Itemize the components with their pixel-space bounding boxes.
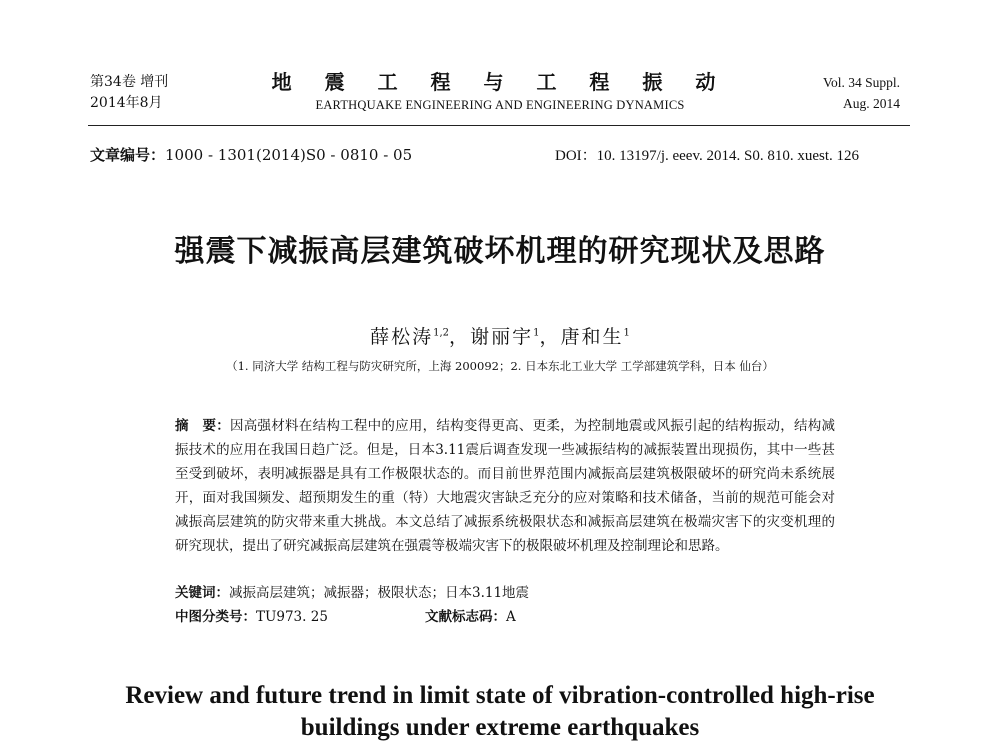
author-separator: ， [449, 326, 471, 348]
clc-value: TU973. 25 [256, 609, 328, 625]
clc-label: 中图分类号： [175, 609, 256, 625]
document-code [425, 605, 516, 629]
paper-title-cn: 强震下减振高层建筑破坏机理的研究现状及思路 [174, 234, 826, 269]
paper-title-en-line1: Review and future trend in limit state of vibration-controlled high-rise [125, 682, 875, 709]
keywords [175, 581, 529, 605]
article-number [90, 144, 412, 165]
journal-volume-en [823, 72, 900, 114]
doccode-label: 文献标志码： [425, 609, 506, 625]
article-number-value: 1000 - 1301(2014)S0 - 0810 - 05 [165, 146, 413, 164]
journal-name-cn: 地 震 工 程 与 工 程 振 动 [271, 70, 729, 94]
paper-title-en [0, 680, 1000, 744]
author-affil-mark: 1,2 [433, 327, 450, 339]
author-name: 谢丽宇 [470, 326, 534, 348]
date-cn: 2014年8月 [90, 95, 163, 111]
journal-name-en: EARTHQUAKE ENGINEERING AND ENGINEERING DYNAMICS [315, 98, 685, 112]
doi: DOI：10. 13197/j. eeev. 2014. S0. 810. xuest. 126 [555, 148, 859, 164]
paper-title-en-line2: buildings under extreme earthquakes [300, 714, 700, 741]
affiliation: （1. 同济大学 结构工程与防灾研究所，上海 200092；2. 日本东北工业大学 工学部建筑学科，日本 仙台） [226, 359, 774, 373]
author-affil-mark: 1 [533, 327, 540, 339]
volume-en: Vol. 34 Suppl. [822, 75, 900, 90]
author-separator: ， [539, 326, 561, 348]
author-name: 薛松涛 [370, 326, 434, 348]
abstract [175, 414, 835, 558]
keywords-label: 关键词： [175, 585, 229, 601]
volume-cn: 第34卷 增刊 [90, 74, 169, 90]
date-en: Aug. 2014 [843, 96, 900, 111]
article-number-label: 文章编号： [90, 146, 166, 164]
authors [0, 322, 1000, 349]
author-name: 唐和生 [560, 326, 624, 348]
author-affil-mark: 1 [623, 327, 630, 339]
keywords-text: 减振高层建筑；减振器；极限状态；日本3.11地震 [229, 585, 530, 601]
classification [175, 605, 835, 629]
header-rule [88, 125, 910, 126]
doccode-value: A [506, 609, 516, 625]
abstract-label: 摘 要： [175, 418, 231, 434]
abstract-text: 因高强材料在结构工程中的应用，结构变得更高、更柔，为控制地震或风振引起的结构振动，结构减振技术的应用在我国日趋广泛。但是，日本3.11震后调查发现一些减振结构的减振装置出现损伤，其中一些甚至受到破坏，表明减振器是具有工作极限状态的。而目前世界范围内减振高层建筑极限破坏的研究尚未系统展开，面对我国频发、超预期发生的重（特）大地震灾害缺乏充分的应对策略和技术储备，当前的规范可能会对减振高层建筑的防灾带来重大挑战。本文总结了减振系统极限状态和减振高层建筑在极端灾害下的灾变机理的研究现状，提出了研究减振高层建筑在强震等极端灾害下的极限破坏机理及控制理论和思路。 [175, 418, 836, 554]
